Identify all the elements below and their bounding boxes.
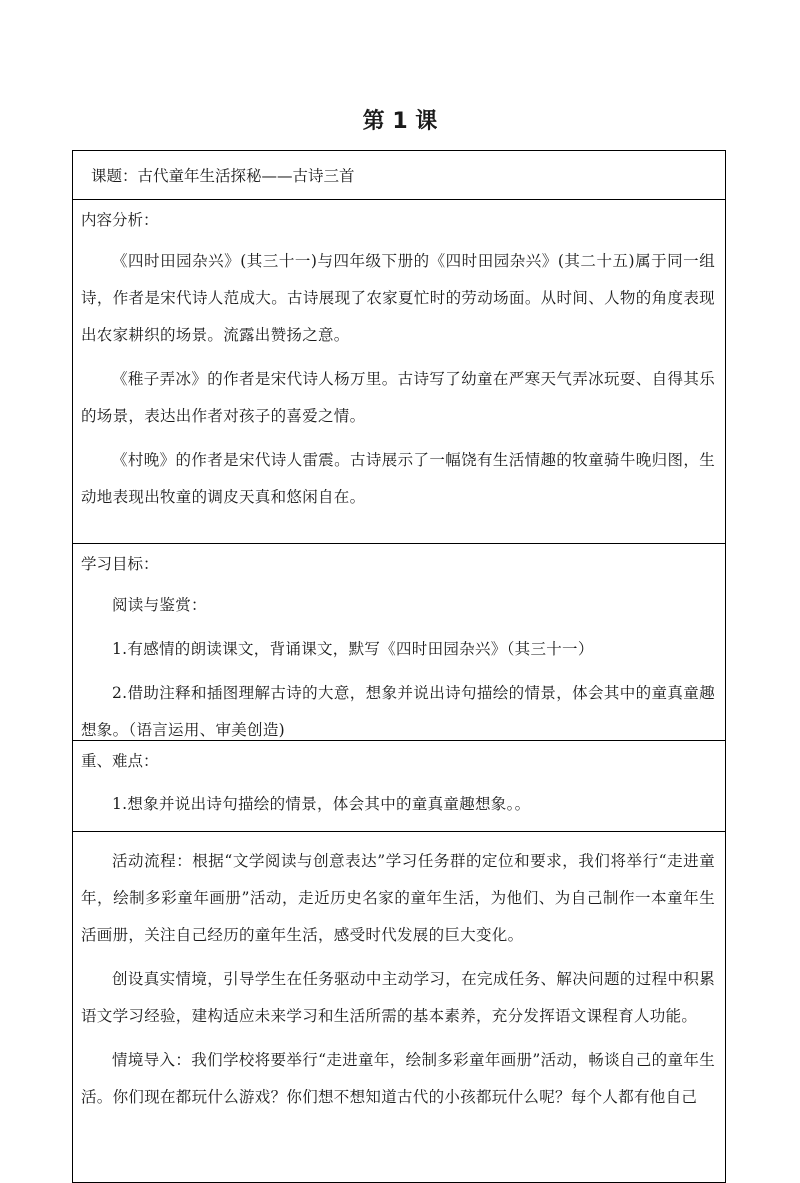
analysis-paragraph: 《村晚》的作者是宋代诗人雷震。古诗展示了一幅饶有生活情趣的牧童骑牛晚归图，生动地表现出牧童的调皮天真和悠闲自在。 bbox=[81, 451, 715, 506]
activity-paragraph: 情境导入：我们学校将要举行“走进童年，绘制多彩童年画册”活动，畅谈自己的童年生活。你们现在都玩什么游戏？你们想不想知道古代的小孩都玩什么呢？每个人都有他自己 bbox=[81, 1051, 715, 1106]
goal-item: 2.借助注释和插图理解古诗的大意，想象并说出诗句描绘的情景，体会其中的童真童趣想象。（语言运用、审美创造) bbox=[81, 684, 715, 739]
content-analysis-heading: 内容分析： bbox=[81, 211, 159, 229]
page-title: 第 1 课 bbox=[362, 109, 438, 134]
activity-section bbox=[73, 843, 725, 1183]
lesson-plan-table bbox=[72, 150, 726, 1183]
learning-goals-section bbox=[73, 544, 725, 741]
analysis-paragraph: 《稚子弄冰》的作者是宋代诗人杨万里。古诗写了幼童在严寒天气弄冰玩耍、自得其乐的场景，表达出作者对孩子的喜爱之情。 bbox=[81, 370, 715, 425]
goal-item: 阅读与鉴赏： bbox=[112, 596, 207, 614]
topic-row bbox=[73, 151, 725, 200]
analysis-paragraph: 《四时田园杂兴》(其三十一)与四年级下册的《四时田园杂兴》(其二十五)属于同一组诗，作者是宋代诗人范成大。古诗展现了农家夏忙时的劳动场面。从时间、人物的角度表现出农家耕织的场景。流露出赞扬之意。 bbox=[81, 252, 715, 344]
key-points-section bbox=[73, 741, 725, 832]
goal-item: 1.有感情的朗读课文，背诵课文，默写《四时田园杂兴》（其三十一） bbox=[112, 640, 594, 658]
activity-paragraph: 创设真实情境，引导学生在任务驱动中主动学习，在完成任务、解决问题的过程中积累语文学习经验，建构适应未来学习和生活所需的基本素养，充分发挥语文课程育人功能。 bbox=[81, 970, 715, 1025]
key-point-item: 1.想象并说出诗句描绘的情景，体会其中的童真童趣想象。。 bbox=[112, 795, 531, 813]
topic-text: 课题：古代童年生活探秘——古诗三首 bbox=[91, 167, 355, 185]
key-points-heading: 重、难点： bbox=[81, 752, 159, 770]
activity-paragraph: 活动流程：根据“文学阅读与创意表达”学习任务群的定位和要求，我们将举行“走进童年，绘制多彩童年画册”活动，走近历史名家的童年生活，为他们、为自己制作一本童年生活画册，关注自己经历的童年生活，感受时代发展的巨大变化。 bbox=[81, 852, 715, 944]
learning-goals-heading: 学习目标： bbox=[81, 555, 159, 573]
content-analysis-section bbox=[73, 200, 725, 544]
